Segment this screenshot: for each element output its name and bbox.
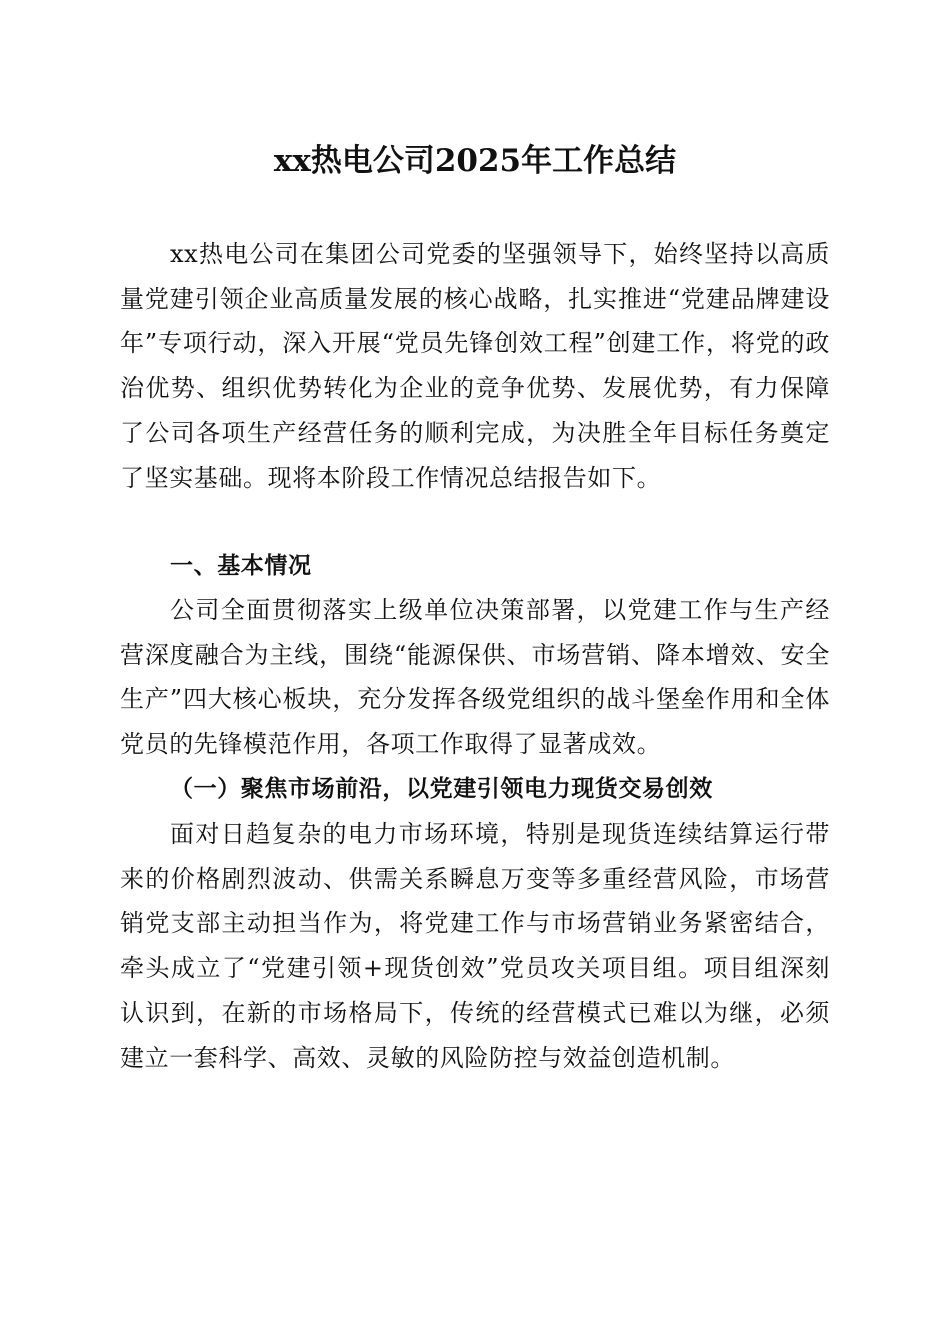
document-title: xx热电公司2025年工作总结 [273, 143, 677, 179]
basic-situation-paragraph: 公司全面贯彻落实上级单位决策部署，以党建工作与生产经营深度融合为主线，围绕“能源保供、市场营销、降本增效、安全生产”四大核心板块，充分发挥各级党组织的战斗堡垒作用和全体党员的先锋模范作用，各项工作取得了显著成效。 [120, 596, 830, 759]
intro-paragraph: xx热电公司在集团公司党委的坚强领导下，始终坚持以高质量党建引领企业高质量发展的核心战略，扎实推进“党建品牌建设年”专项行动，深入开展“党员先锋创效工程”创建工作，将党的政治优势、组织优势转化为企业的竞争优势、发展优势，有力保障了公司各项生产经营任务的顺利完成，为决胜全年目标任务奠定了坚实基础。现将本阶段工作情况总结报告如下。 [120, 240, 830, 492]
market-paragraph: 面对日趋复杂的电力市场环境，特别是现货连续结算运行带来的价格剧烈波动、供需关系瞬息万变等多重经营风险，市场营销党支部主动担当作为，将党建工作与市场营销业务紧密结合，牵头成立了“党建引领+现货创效”党员攻关项目组。项目组深刻认识到，在新的市场格局下，传统的经营模式已难以为继，必须建立一套科学、高效、灵敏的风险防控与效益创造机制。 [120, 820, 830, 1072]
section-heading-basic-situation: 一、基本情况 [170, 553, 312, 579]
subsection-heading-market: （一）聚焦市场前沿，以党建引领电力现货交易创效 [170, 775, 713, 802]
